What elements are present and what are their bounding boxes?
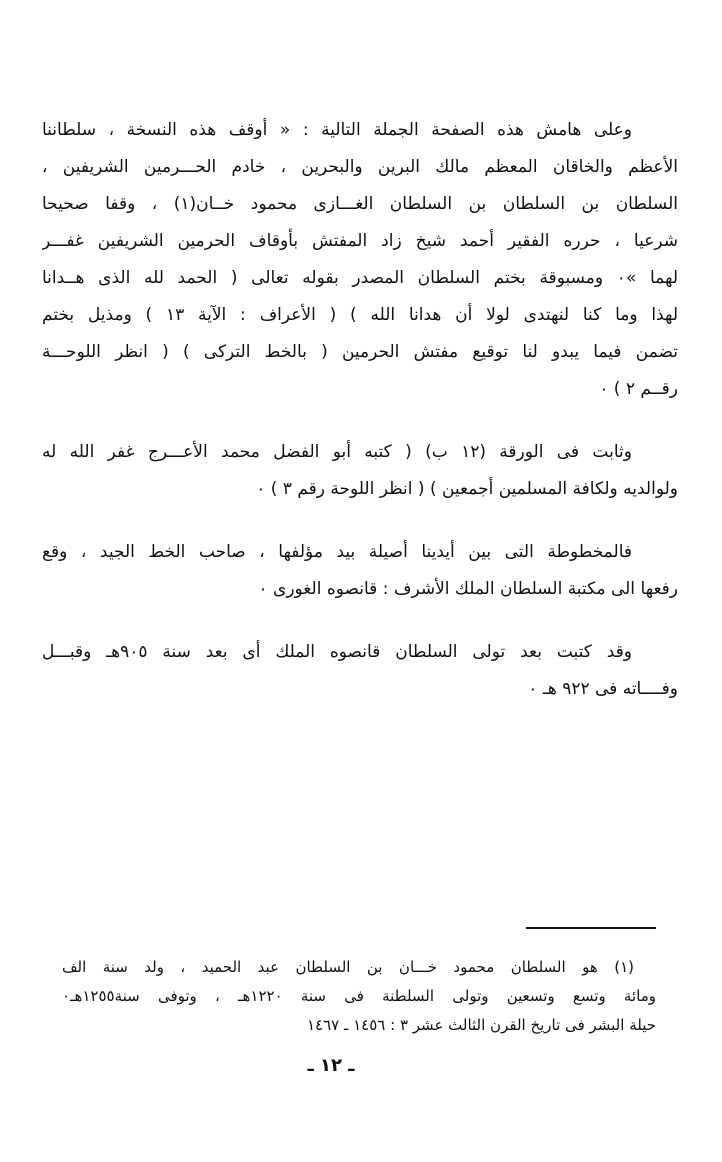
paragraph-manuscript-origin [42, 534, 678, 608]
text-line: السلطان بن السلطان بن السلطان الغـــازى محمود خــان(١) ، وقفا صحيحا [42, 194, 678, 214]
text-line: لهما »٠ ومسبوقة بختم السلطان المصدر بقوله تعالى ( الحمد لله الذى هــدانا [42, 268, 678, 288]
text-line: رفعها الى مكتبة السلطان الملك الأشرف : قانصوه الغورى ٠ [258, 579, 678, 599]
footnote-line: (١) هو السلطان محمود خـــان بن السلطان عبد الحميد ، ولد سنة الف [62, 958, 634, 976]
text-line: وقد كتبت بعد تولى السلطان قانصوه الملك أى بعد سنة ٩٠٥هـ وقبـــل [42, 642, 632, 662]
footnote-line: حيلة البشر فى تاريخ القرن الثالث عشر ٣ : ١٤٥٦ ـ ١٤٦٧ [306, 1016, 656, 1034]
text-line: ولوالديه ولكافة المسلمين أجمعين ) ( انظر اللوحة رقم ٣ ) ٠ [256, 479, 678, 499]
text-line: وعلى هامش هذه الصفحة الجملة التالية : « أوقف هذه النسخة ، سلطاننا [42, 120, 632, 140]
text-line: فالمخطوطة التى بين أيدينا أصيلة بيد مؤلفها ، صاحب الخط الجيد ، وقع [42, 542, 632, 562]
text-line: وثابت فى الورقة (١٢ ب) ( كتبه أبو الفضل محمد الأعـــرج غفر الله له [42, 442, 632, 462]
paragraph-margin-note [42, 112, 678, 408]
text-line: رقــم ٢ ) ٠ [599, 379, 678, 399]
paragraph-folio-note [42, 434, 678, 508]
text-line: لهذا وما كنا لنهتدى لولا أن هدانا الله ) ( الأعراف : الآية ١٣ ) ومذيل بختم [42, 305, 678, 325]
paragraph-dating [42, 634, 678, 708]
footnote-line: ومائة وتسع وتسعين وتولى السلطنة فى سنة ١٢٢٠هـ ، وتوفى سنة١٢٥٥هـ٠ [62, 987, 656, 1005]
footnote [62, 953, 656, 1040]
text-line: شرعيا ، حرره الفقير أحمد شيخ زاد المفتش بأوقاف الحرمين الشريفين غفـــر [42, 231, 678, 251]
text-line: تضمن فيما يبدو لنا توقيع مفتش الحرمين ( بالخط التركى ) ( انظر اللوحـــة [42, 342, 678, 362]
body-text [42, 112, 678, 734]
text-line: وفــــاته فى ٩٢٢ هـ ٠ [528, 679, 678, 699]
text-line: الأعظم والخاقان المعظم مالك البرين والبحرين ، خادم الحـــرمين الشريفين ، [42, 157, 678, 177]
footnote-divider [526, 927, 656, 929]
page-number: ـ ١٢ ـ [307, 1055, 355, 1076]
